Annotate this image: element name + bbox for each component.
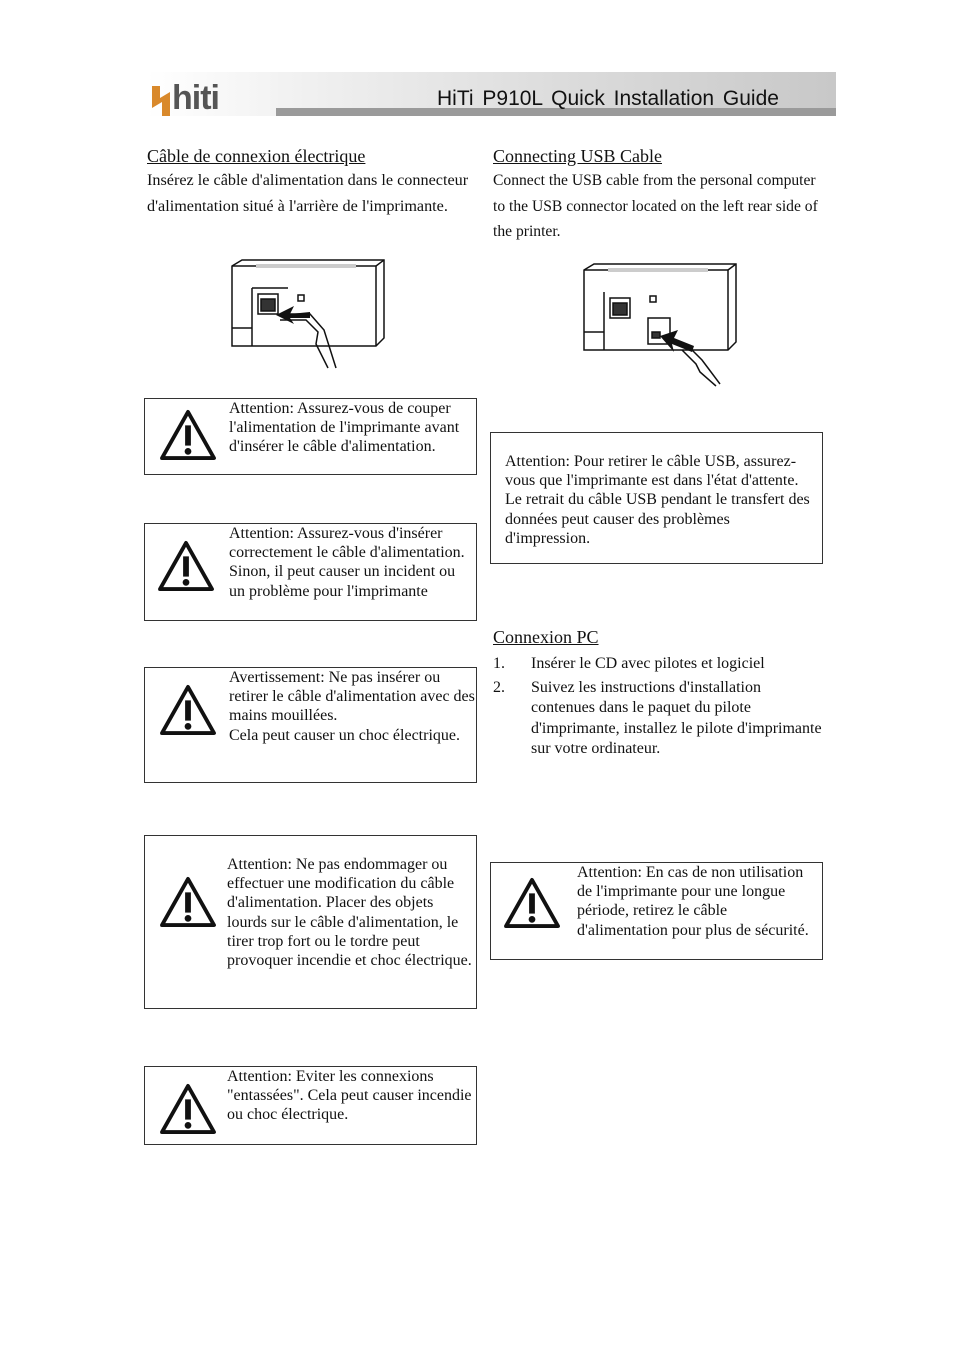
warning-triangle-icon bbox=[157, 540, 215, 592]
hiti-logo: hiti bbox=[172, 79, 219, 117]
warning-box bbox=[144, 398, 477, 475]
warning-text: Attention: Eviter les connexions "entassées". Cela peut causer incendie ou choc électrique. bbox=[227, 1068, 472, 1124]
usb-section-body: Connect the USB cable from the personal computer to the USB connector located on the left rear side of the printer. bbox=[493, 172, 818, 240]
warning-triangle-icon bbox=[159, 409, 217, 461]
list-item: 2. Suivez les instructions d'installation contenues dans le paquet du pilote d'imprimante, installez le pilote d'imprimante sur votre ordinateur. bbox=[493, 678, 822, 757]
warning-triangle-icon bbox=[159, 876, 217, 928]
power-section-body: Insérez le câble d'alimentation dans le connecteur d'alimentation situé à l'arrière de l'imprimante. bbox=[147, 171, 469, 215]
warning-triangle-icon bbox=[159, 1083, 217, 1135]
printer-usb-illustration bbox=[580, 262, 740, 388]
list-item: 1. Insérer le CD avec pilotes et logiciel bbox=[493, 655, 765, 672]
warning-box bbox=[144, 523, 477, 621]
usb-warning-text: Attention: Pour retirer le câble USB, assurez-vous que l'imprimante est dans l'état d'attente. Le retrait du câble USB pendant le transfert des données peut causer des problèmes d'impression. bbox=[505, 453, 810, 547]
warning-text: Avertissement: Ne pas insérer ou retirer le câble d'alimentation avec des mains mouillées. Cela peut causer un choc électrique. bbox=[229, 669, 475, 744]
warning-text: Attention: Assurez-vous d'insérer correctement le câble d'alimentation. Sinon, il peut causer un incident ou un problème pour l'imprimante bbox=[229, 525, 465, 600]
warning-box bbox=[144, 667, 477, 783]
usb-warning-box bbox=[490, 432, 823, 564]
hiti-logo-mark-icon bbox=[150, 86, 172, 116]
warning-box bbox=[144, 835, 477, 1009]
guide-title: HiTi P910L Quick Installation Guide bbox=[437, 87, 779, 110]
warning-box bbox=[144, 1066, 477, 1145]
warning-text: Attention: Assurez-vous de couper l'alimentation de l'imprimante avant d'insérer le câble d'alimentation. bbox=[229, 400, 460, 456]
power-section-heading: Câble de connexion électrique bbox=[147, 146, 366, 166]
pc-section-heading: Connexion PC bbox=[493, 627, 599, 647]
usb-section-heading: Connecting USB Cable bbox=[493, 146, 662, 166]
warning-box bbox=[490, 862, 823, 960]
pc-steps-list bbox=[493, 654, 825, 763]
warning-triangle-icon bbox=[503, 877, 561, 929]
warning-text: Attention: Ne pas endommager ou effectuer une modification du câble d'alimentation. Placer des objets lourds sur le câble d'alimentation, le tirer trop fort ou le tordre peut provoquer incendie et choc électrique. bbox=[227, 856, 472, 970]
printer-power-illustration bbox=[228, 258, 388, 370]
warning-triangle-icon bbox=[159, 684, 217, 736]
idle-warning-text: Attention: En cas de non utilisation de l'imprimante pour une longue période, retirez le câble d'alimentation pour plus de sécurité. bbox=[577, 864, 809, 939]
